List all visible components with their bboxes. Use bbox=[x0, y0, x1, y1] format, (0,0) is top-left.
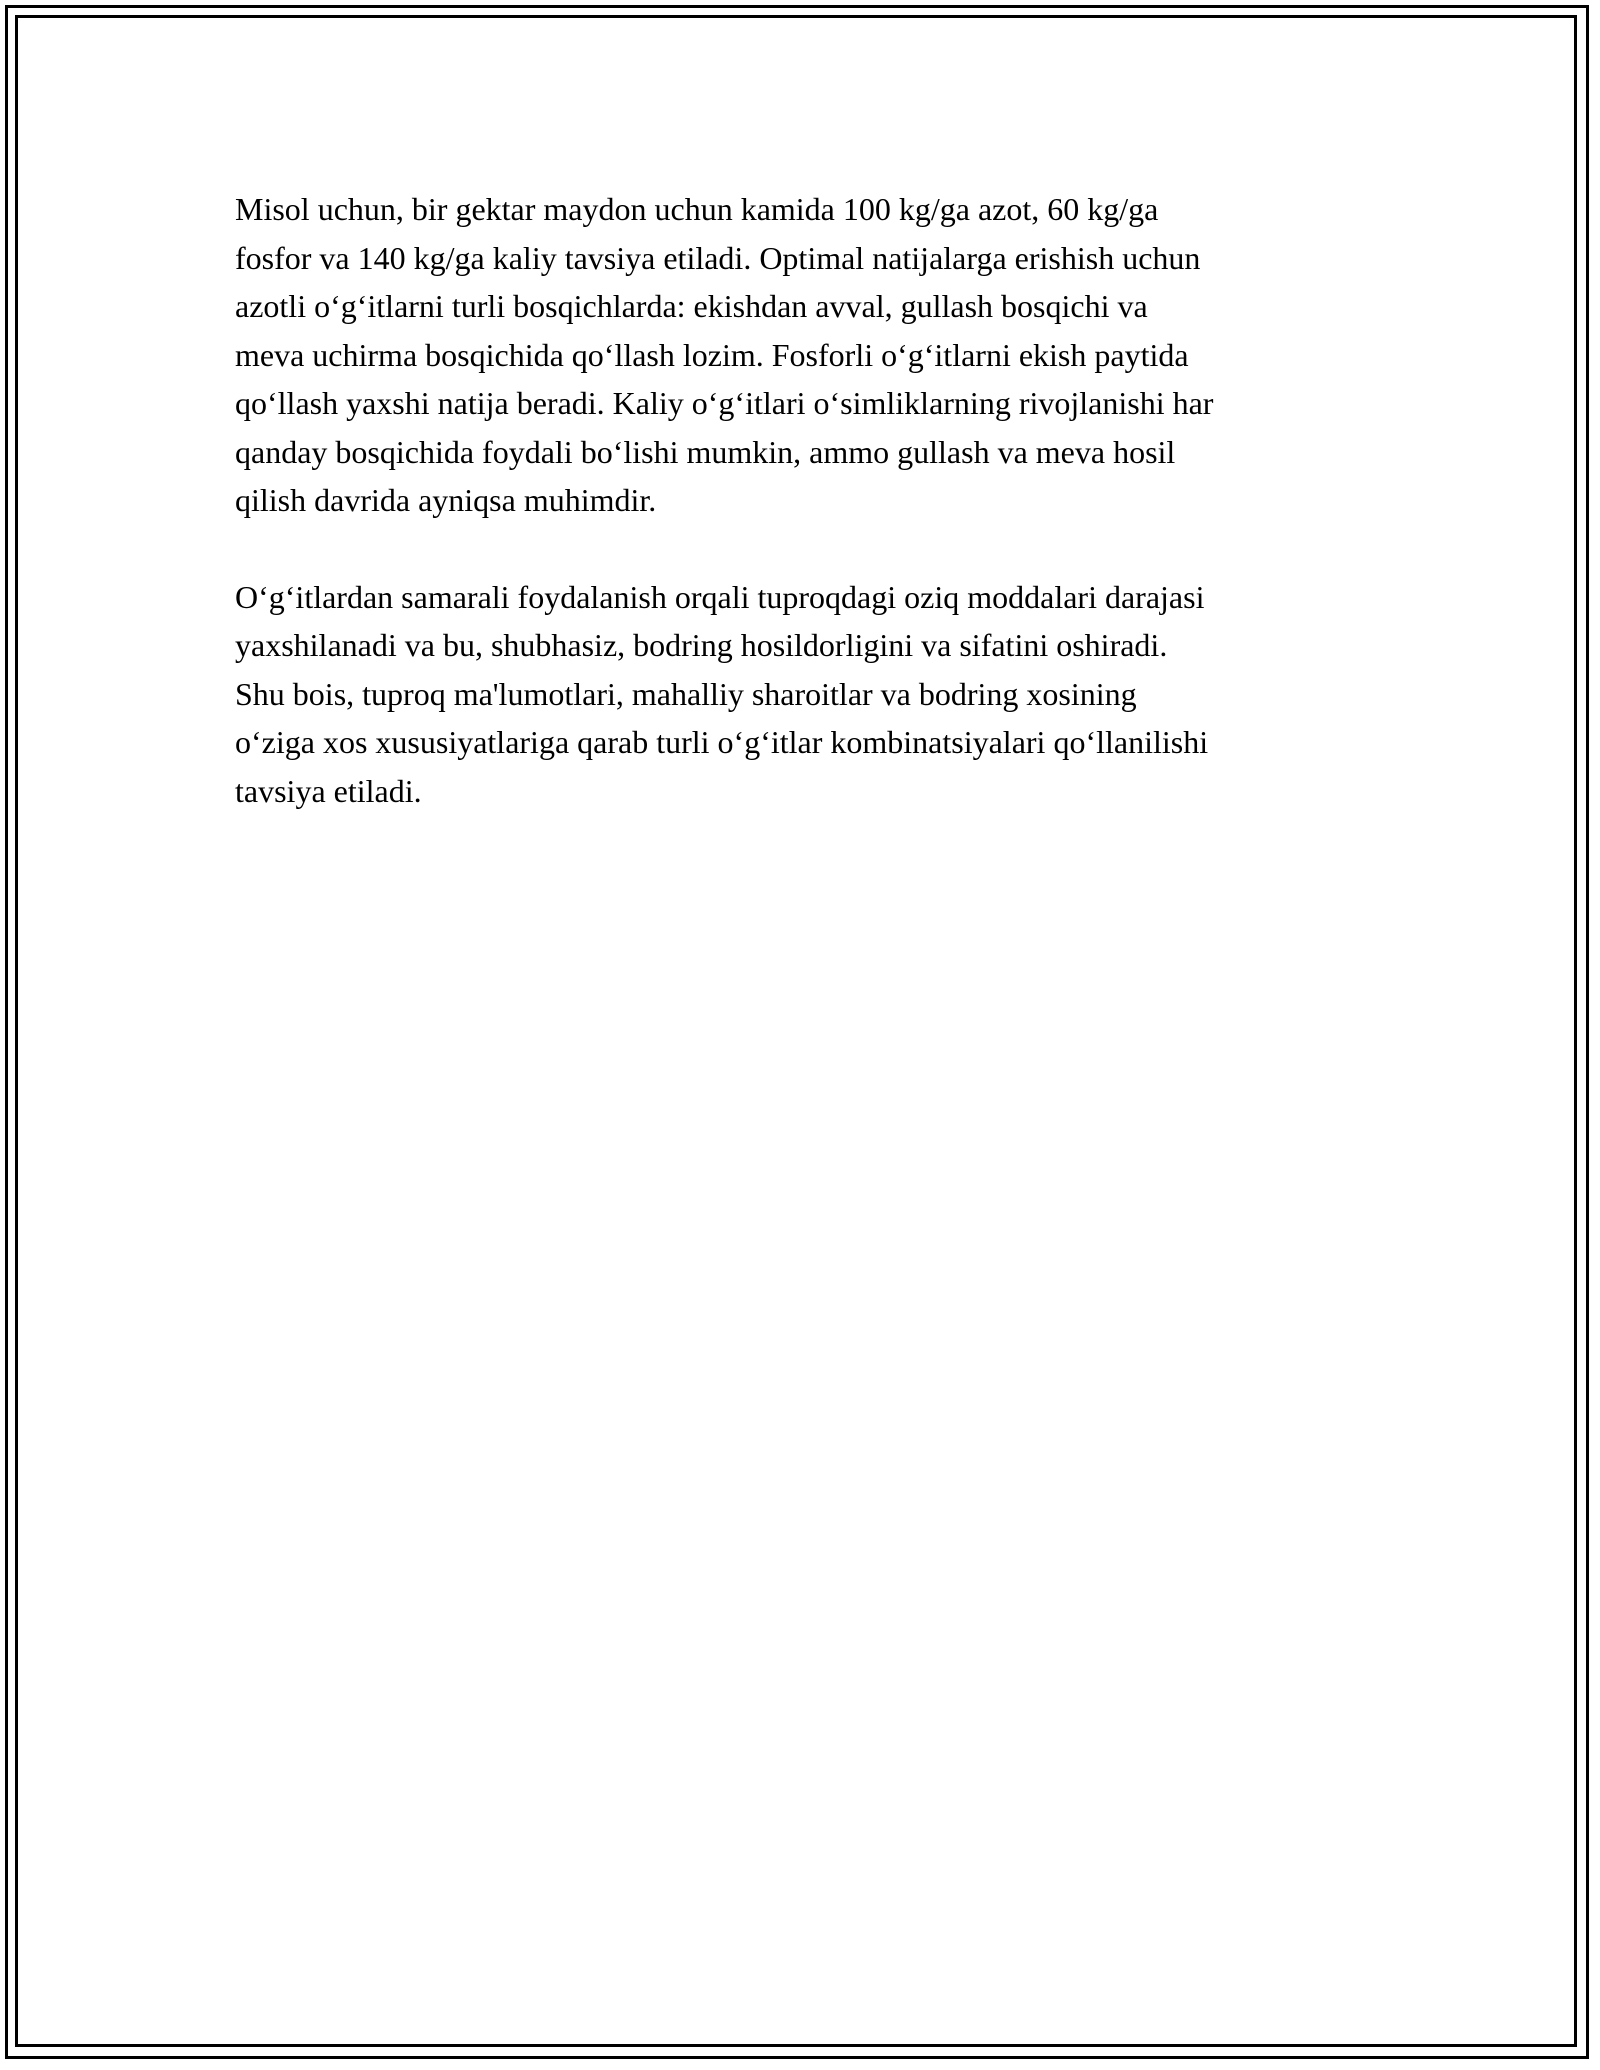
text-line: Shu bois, tuproq ma'lumotlari, mahalliy sharoitlar va bodring xosining bbox=[235, 675, 1137, 712]
text-line: o‘ziga xos xususiyatlariga qarab turli o‘g‘itlar kombinatsiyalari qo‘llanilishi bbox=[235, 724, 1209, 760]
text-line: azotli o‘g‘itlarni turli bosqichlarda: ekishdan avval, gullash bosqichi va bbox=[235, 288, 1148, 324]
paragraph-2 bbox=[235, 573, 1365, 816]
document-body bbox=[235, 185, 1365, 863]
text-line: Misol uchun, bir gektar maydon uchun kamida 100 kg/ga azot, 60 kg/ga bbox=[235, 191, 1159, 227]
text-line: qo‘llash yaxshi natija beradi. Kaliy o‘g‘itlari o‘simliklarning rivojlanishi har bbox=[235, 385, 1214, 421]
paragraph-1 bbox=[235, 185, 1365, 525]
text-line: tavsiya etiladi. bbox=[235, 772, 422, 809]
text-line: qilish davrida ayniqsa muhimdir. bbox=[235, 482, 657, 518]
text-line: meva uchirma bosqichida qo‘llash lozim. Fosforli o‘g‘itlarni ekish paytida bbox=[235, 336, 1189, 373]
text-line: fosfor va 140 kg/ga kaliy tavsiya etiladi. Optimal natijalarga erishish uchun bbox=[235, 239, 1201, 276]
text-line: yaxshilanadi va bu, shubhasiz, bodring hosildorligini va sifatini oshiradi. bbox=[235, 627, 1168, 663]
text-line: O‘g‘itlardan samarali foydalanish orqali tuproqdagi oziq moddalari darajasi bbox=[235, 578, 1205, 615]
text-line: qanday bosqichida foydali bo‘lishi mumkin, ammo gullash va meva hosil bbox=[235, 433, 1176, 470]
